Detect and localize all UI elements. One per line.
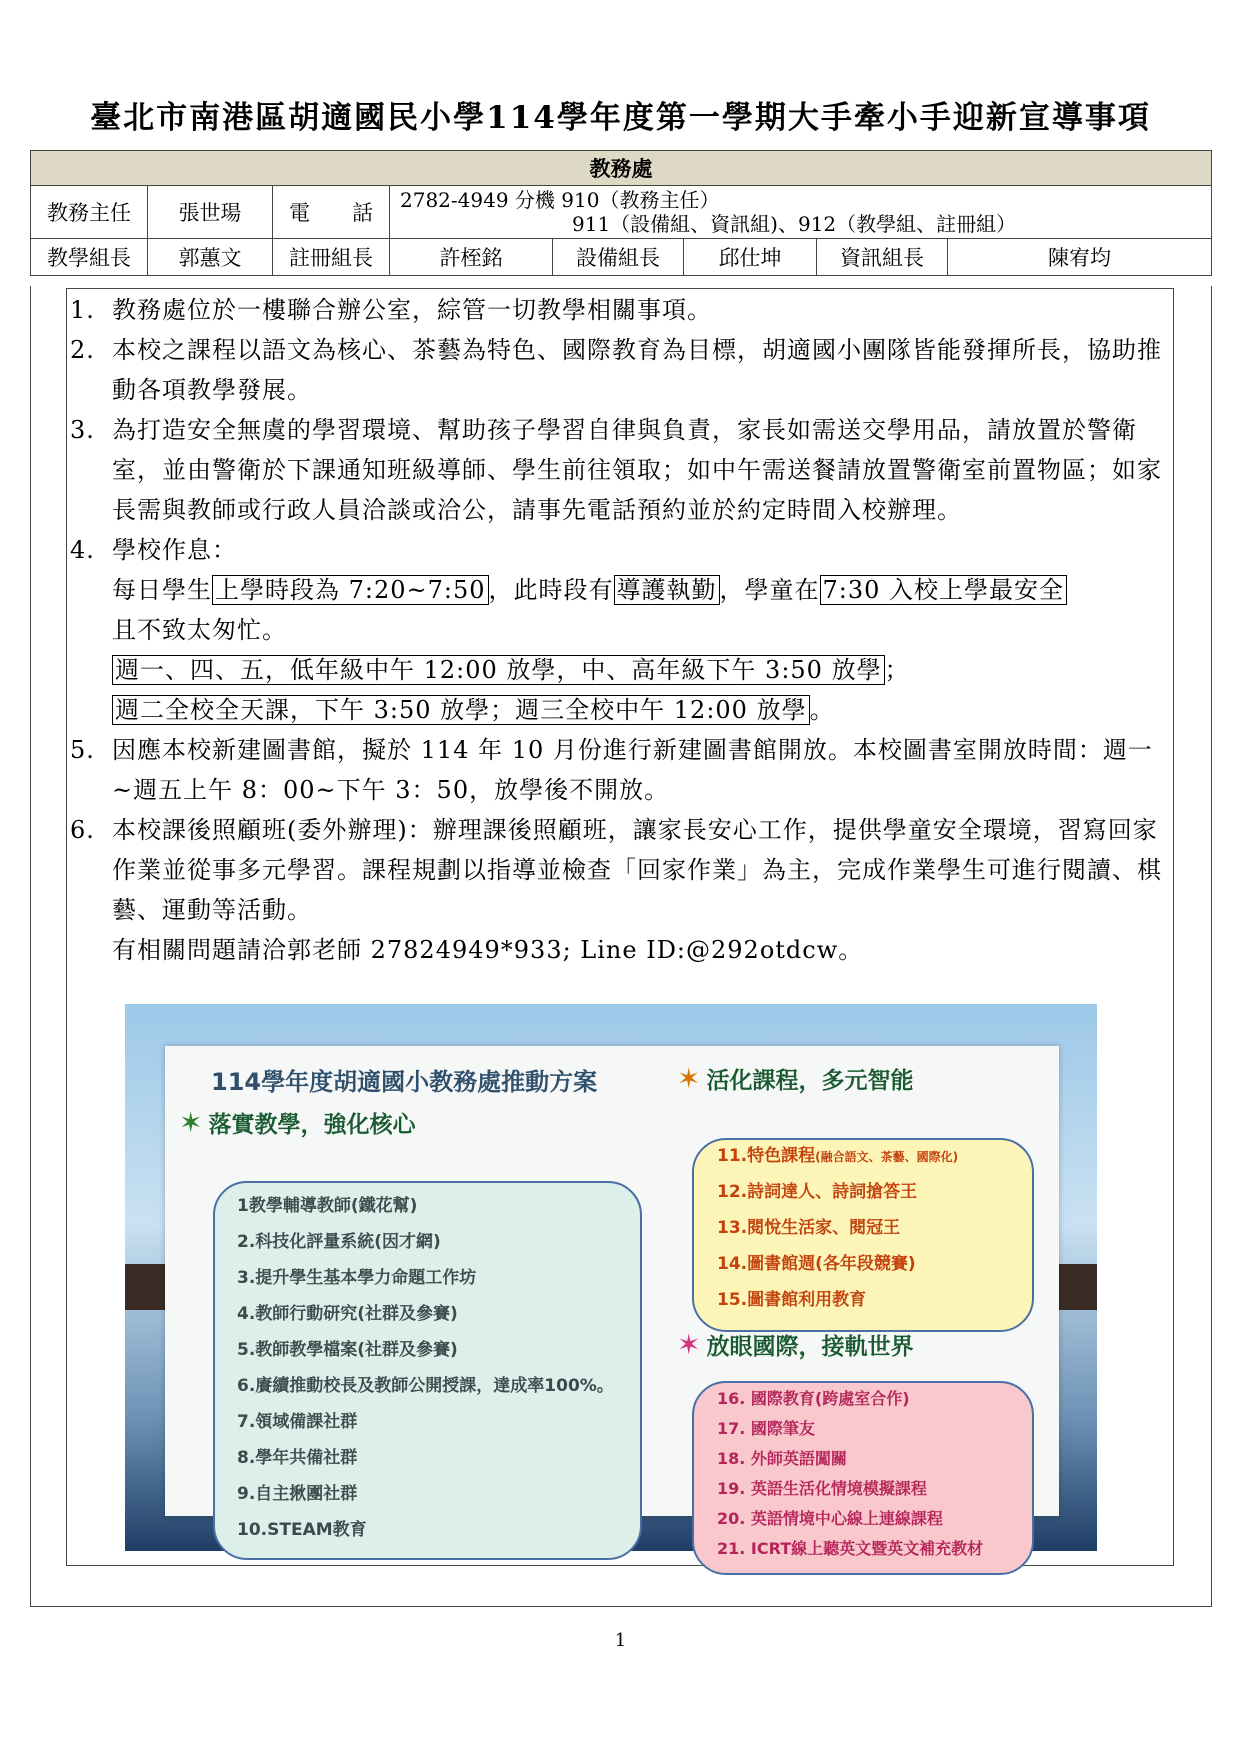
list-item: 16. 國際教育(跨處室合作) [717, 1389, 910, 1408]
list-item: 12.詩詞達人、詩詞搶答王 [717, 1182, 918, 1202]
dismissal-box-1: 週一、四、五，低年級中午 12:00 放學，中、高年級下午 3:50 放學 [112, 655, 885, 685]
dismissal-box-2: 週二全校全天課，下午 3:50 放學；週三全校中午 12:00 放學 [112, 695, 810, 725]
guard-duty-box: 導護執勤 [614, 575, 720, 605]
list-item: 4.教師行動研究(社群及參賽) [237, 1304, 458, 1324]
list-item: 18. 外師英語闖關 [717, 1449, 847, 1468]
list-item-schedule: 4. 學校作息： 每日學生 上學時段為 7:20~7:50 ，此時段有 導護執勤 ，學童在 7:30 入校上學最安全 且不致太匆忙。 週一、四、五，低年級中午 12:00 放學，中、高年級下午 3:50 放學 ； 週二全校全天課，下午 3:50 放學；週三全校中午 12:00 放學 。 [70, 530, 1170, 730]
section-curriculum-title: ✶ 活化課程，多元智能 [677, 1062, 914, 1095]
phone-cell [390, 186, 1212, 239]
registration-name: 許桎銘 [390, 239, 553, 276]
phone-line-1: 2782-4949 分機 910（教務主任） [400, 188, 720, 212]
section-international-title: ✶ 放眼國際，接軌世界 [677, 1328, 914, 1361]
office-header: 教務處 [31, 151, 1212, 186]
it-label: 資訊組長 [817, 239, 948, 276]
phone-label: 電 話 [273, 186, 390, 239]
list-item: 9.自主揪團社群 [237, 1484, 358, 1504]
list-item: 1教學輔導教師(鐵花幫) [237, 1196, 418, 1216]
contact-line: 有相關問題請洽郭老師 27824949*933; Line ID:@292otdcw。 [112, 936, 864, 964]
list-item: 5. 因應本校新建圖書館，擬於 114 年 10 月份進行新建圖書館開放。本校圖書室開放時間：週一~週五上午 8：00~下午 3：50，放學後不開放。 [70, 736, 1153, 804]
safe-time-box: 7:30 入校上學最安全 [820, 575, 1068, 605]
list-item: 2. 本校之課程以語文為核心、茶藝為特色、國際教育為目標，胡適國小團隊皆能發揮所長，協助推動各項教學發展。 [70, 336, 1162, 404]
list-item: 13.閱悅生活家、閱冠王 [717, 1218, 901, 1238]
list-item: 10.STEAM教育 [237, 1520, 367, 1540]
list-item: 1. 教務處位於一樓聯合辦公室，綜管一切教學相關事項。 [70, 296, 712, 324]
curriculum-list [717, 1138, 958, 1318]
page-number: 1 [614, 1630, 627, 1651]
figure-title: 114學年度胡適國小教務處推動方案 [211, 1068, 598, 1096]
star-icon: ✶ [677, 1328, 701, 1361]
program-card [165, 1046, 1059, 1558]
list-item: 3.提升學生基本學力命題工作坊 [237, 1268, 477, 1288]
list-item: 7.領域備課社群 [237, 1412, 358, 1432]
program-figure [125, 1004, 1097, 1558]
section-core-title: ✶ 落實教學，強化核心 [179, 1106, 416, 1139]
equipment-label: 設備組長 [553, 239, 684, 276]
registration-label: 註冊組長 [273, 239, 390, 276]
list-item: 14.圖書館週(各年段競賽) [717, 1254, 916, 1274]
notice-list [70, 290, 1170, 970]
arrival-time-box: 上學時段為 7:20~7:50 [212, 575, 489, 605]
list-item: 19. 英語生活化情境模擬課程 [717, 1479, 927, 1498]
staff-table [30, 150, 1212, 276]
list-item: 6. 本校課後照顧班(委外辦理)：辦理課後照顧班，讓家長安心工作，提供學童安全環境，習寫回家作業並從事多元學習。課程規劃以指導並檢查「回家作業」為主，完成作業學生可進行閱讀、棋藝、運動等活動。 有相關問題請洽郭老師 27824949*933; Line ID:@292otdcw。 [70, 816, 1162, 964]
director-label: 教務主任 [31, 186, 148, 239]
equipment-name: 邱仕坤 [684, 239, 817, 276]
international-list [717, 1384, 983, 1564]
list-item: 3. 為打造安全無虞的學習環境、幫助孩子學習自律與負責，家長如需送交學用品，請放置於警衛室，並由警衛於下課通知班級導師、學生前往領取；如中午需送餐請放置警衛室前置物區；如家長需與教師或行政人員洽談或洽公，請事先電話預約並於約定時間入校辦理。 [70, 416, 1162, 524]
list-item: 15.圖書館利用教育 [717, 1290, 867, 1310]
list-item: 20. 英語情境中心線上連線課程 [717, 1509, 943, 1528]
director-name: 張世瑒 [148, 186, 273, 239]
list-item: 11.特色課程(融合語文、茶藝、國際化) [717, 1146, 959, 1166]
list-item: 17. 國際筆友 [717, 1419, 815, 1438]
list-item: 5.教師教學檔案(社群及參賽) [237, 1340, 458, 1360]
list-item: 2.科技化評量系統(因才網) [237, 1232, 441, 1252]
teaching-label: 教學組長 [31, 239, 148, 276]
it-name: 陳宥均 [948, 239, 1212, 276]
star-icon: ✶ [677, 1062, 701, 1095]
page-title: 臺北市南港區胡適國民小學114學年度第一學期大手牽小手迎新宣導事項 [90, 100, 1151, 136]
list-item: 8.學年共備社群 [237, 1448, 358, 1468]
core-list [237, 1188, 614, 1548]
list-item: 6.賡續推動校長及教師公開授課，達成率100%。 [237, 1376, 614, 1396]
teaching-name: 郭蕙文 [148, 239, 273, 276]
list-item: 21. ICRT線上聽英文暨英文補充教材 [717, 1539, 984, 1558]
star-icon: ✶ [179, 1106, 203, 1139]
phone-line-2: 911（設備組、資訊組)、912（教學組、註冊組） [572, 212, 1017, 236]
